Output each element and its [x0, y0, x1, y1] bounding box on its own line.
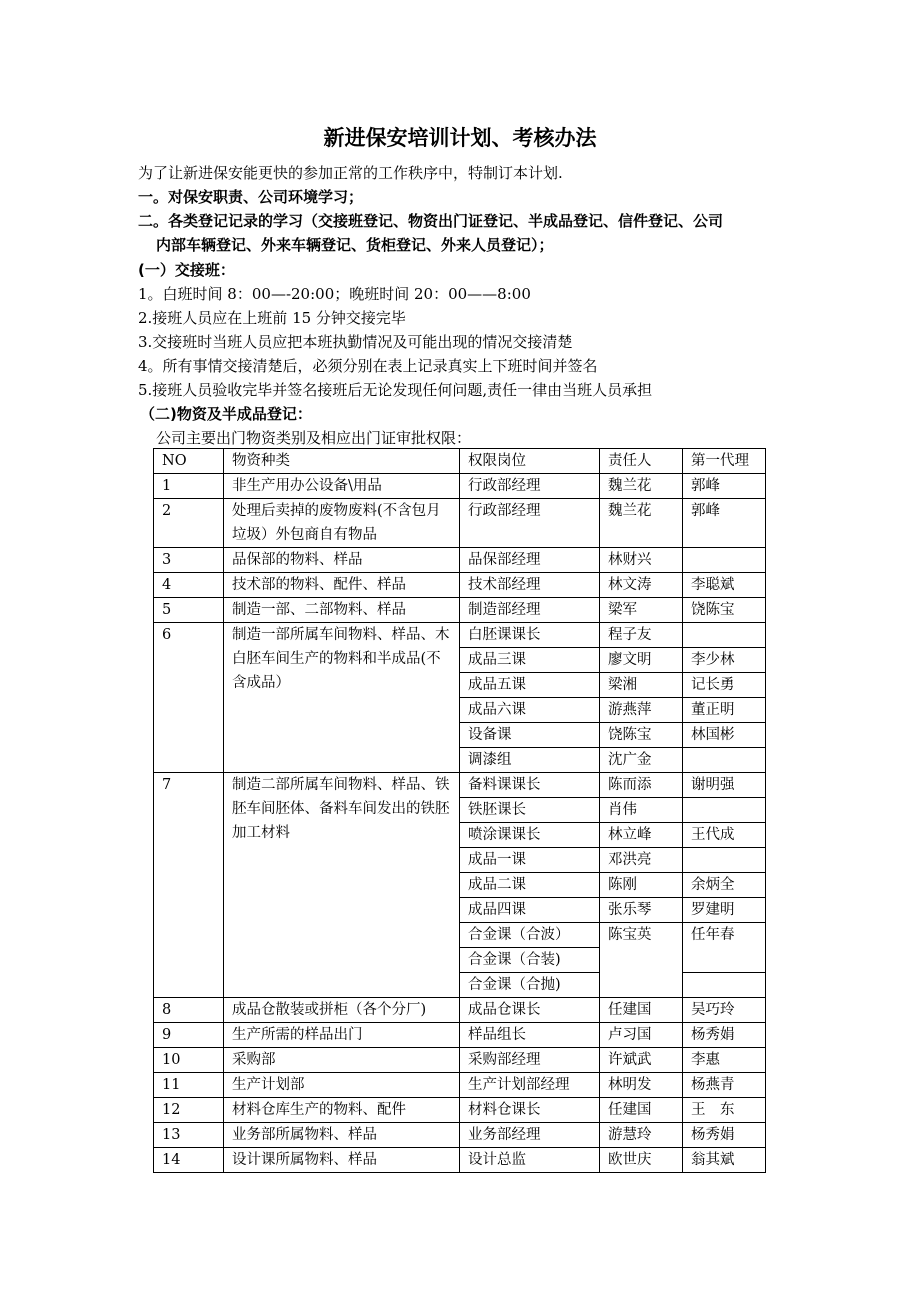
cell-item: 制造二部所属车间物料、样品、铁胚车间胚体、备料车间发出的铁胚加工材料 — [224, 773, 460, 998]
cell-item: 设计课所属物料、样品 — [224, 1148, 460, 1173]
cell-deputy: 罗建明 — [683, 898, 766, 923]
cell-post: 合金课（合波） — [460, 923, 600, 948]
cell-item: 生产所需的样品出门 — [224, 1023, 460, 1048]
cell-no: 14 — [154, 1148, 224, 1173]
cell-post: 成品仓课长 — [460, 998, 600, 1023]
cell-post: 设备课 — [460, 723, 600, 748]
cell-no: 6 — [154, 623, 224, 773]
header-item: 物资种类 — [224, 449, 460, 474]
table-row — [154, 499, 766, 548]
cell-item: 品保部的物料、样品 — [224, 548, 460, 573]
cell-deputy — [683, 623, 766, 648]
cell-deputy: 李聪斌 — [683, 573, 766, 598]
document-title: 新进保安培训计划、考核办法 — [323, 126, 597, 150]
cell-item: 生产计划部 — [224, 1073, 460, 1098]
cell-post: 调漆组 — [460, 748, 600, 773]
sub-2-heading: （二)物资及半成品登记： — [140, 405, 312, 423]
sub-1-item: 1。白班时间 8：00—-20:00；晚班时间 20：00——8:00 — [138, 285, 531, 303]
cell-deputy: 林国彬 — [683, 723, 766, 748]
cell-person: 陈而添 — [600, 773, 683, 798]
cell-post: 样品组长 — [460, 1023, 600, 1048]
cell-no: 8 — [154, 998, 224, 1023]
table-row — [154, 1023, 766, 1048]
cell-deputy: 余炳全 — [683, 873, 766, 898]
cell-post: 行政部经理 — [460, 474, 600, 499]
cell-post: 白胚课课长 — [460, 623, 600, 648]
cell-no: 11 — [154, 1073, 224, 1098]
cell-deputy: 记长勇 — [683, 673, 766, 698]
cell-person: 廖文明 — [600, 648, 683, 673]
cell-person: 游慧玲 — [600, 1123, 683, 1148]
cell-no: 2 — [154, 499, 224, 548]
cell-deputy: 王代成 — [683, 823, 766, 848]
cell-person: 欧世庆 — [600, 1148, 683, 1173]
cell-deputy: 杨燕青 — [683, 1073, 766, 1098]
cell-no: 10 — [154, 1048, 224, 1073]
cell-no: 5 — [154, 598, 224, 623]
cell-post: 成品三课 — [460, 648, 600, 673]
cell-no: 3 — [154, 548, 224, 573]
cell-item: 材料仓库生产的物料、配件 — [224, 1098, 460, 1123]
sub-1-heading: (一）交接班： — [138, 261, 235, 279]
cell-deputy: 郭峰 — [683, 499, 766, 548]
cell-post: 品保部经理 — [460, 548, 600, 573]
cell-person: 任建国 — [600, 998, 683, 1023]
cell-person: 肖伟 — [600, 798, 683, 823]
cell-deputy: 翁其斌 — [683, 1148, 766, 1173]
section-2-heading-cont: 内部车辆登记、外来车辆登记、货柜登记、外来人员登记）； — [156, 236, 554, 254]
cell-item: 非生产用办公设备\用品 — [224, 474, 460, 499]
cell-person: 陈宝英 — [600, 923, 683, 998]
cell-post: 铁胚课长 — [460, 798, 600, 823]
table-row — [154, 1098, 766, 1123]
table-row — [154, 1148, 766, 1173]
cell-person: 饶陈宝 — [600, 723, 683, 748]
header-person: 责任人 — [600, 449, 683, 474]
cell-deputy: 吴巧玲 — [683, 998, 766, 1023]
table-row — [154, 623, 766, 648]
cell-person: 林立峰 — [600, 823, 683, 848]
cell-person: 魏兰花 — [600, 499, 683, 548]
header-no: NO — [154, 449, 224, 474]
cell-person: 林明发 — [600, 1073, 683, 1098]
sub-1-item: 5.接班人员验收完毕并签名接班后无论发现任何问题,责任一律由当班人员承担 — [138, 381, 653, 399]
cell-deputy — [683, 973, 766, 998]
cell-deputy: 任年春 — [683, 923, 766, 973]
table-row — [154, 573, 766, 598]
cell-post: 成品五课 — [460, 673, 600, 698]
cell-no: 13 — [154, 1123, 224, 1148]
cell-deputy: 杨秀娟 — [683, 1123, 766, 1148]
table-row — [154, 998, 766, 1023]
cell-deputy: 杨秀娟 — [683, 1023, 766, 1048]
cell-item: 处理后卖掉的废物废料(不含包月垃圾）外包商自有物品 — [224, 499, 460, 548]
cell-person: 邓洪亮 — [600, 848, 683, 873]
cell-item: 业务部所属物料、样品 — [224, 1123, 460, 1148]
cell-person: 梁湘 — [600, 673, 683, 698]
cell-deputy: 谢明强 — [683, 773, 766, 798]
header-post: 权限岗位 — [460, 449, 600, 474]
cell-post: 技术部经理 — [460, 573, 600, 598]
section-1-heading: 一。对保安职责、公司环境学习； — [138, 188, 364, 206]
cell-deputy: 饶陈宝 — [683, 598, 766, 623]
cell-item: 采购部 — [224, 1048, 460, 1073]
cell-deputy: 董正明 — [683, 698, 766, 723]
cell-person: 林财兴 — [600, 548, 683, 573]
table-row — [154, 548, 766, 573]
cell-no: 4 — [154, 573, 224, 598]
cell-person: 许斌武 — [600, 1048, 683, 1073]
cell-person: 卢习国 — [600, 1023, 683, 1048]
table-row — [154, 773, 766, 798]
cell-post: 备料课课长 — [460, 773, 600, 798]
cell-person: 梁军 — [600, 598, 683, 623]
cell-post: 成品四课 — [460, 898, 600, 923]
cell-item: 制造一部、二部物料、样品 — [224, 598, 460, 623]
cell-deputy: 李少林 — [683, 648, 766, 673]
table-header-row — [154, 449, 766, 474]
cell-post: 喷涂课课长 — [460, 823, 600, 848]
cell-person: 任建国 — [600, 1098, 683, 1123]
cell-post: 设计总监 — [460, 1148, 600, 1173]
cell-post: 成品六课 — [460, 698, 600, 723]
cell-person: 张乐琴 — [600, 898, 683, 923]
sub-1-item: 3.交接班时当班人员应把本班执勤情况及可能出现的情况交接清楚 — [138, 333, 573, 351]
cell-item: 技术部的物料、配件、样品 — [224, 573, 460, 598]
cell-post: 制造部经理 — [460, 598, 600, 623]
cell-post: 合金课（合抛) — [460, 973, 600, 998]
cell-deputy: 郭峰 — [683, 474, 766, 499]
sub-1-item: 2.接班人员应在上班前 15 分钟交接完毕 — [138, 309, 406, 327]
cell-post: 成品二课 — [460, 873, 600, 898]
approval-table — [153, 448, 766, 1173]
cell-person: 林文涛 — [600, 573, 683, 598]
section-2-heading: 二。各类登记记录的学习（交接班登记、物资出门证登记、半成品登记、信件登记、公司 — [138, 212, 724, 230]
cell-item: 制造一部所属车间物料、样品、木白胚车间生产的物料和半成品(不含成品） — [224, 623, 460, 773]
cell-no: 9 — [154, 1023, 224, 1048]
header-deputy: 第一代理 — [683, 449, 766, 474]
cell-deputy — [683, 798, 766, 823]
cell-person: 沈广金 — [600, 748, 683, 773]
table-row — [154, 598, 766, 623]
cell-deputy — [683, 548, 766, 573]
cell-item: 成品仓散装或拼柜（各个分厂) — [224, 998, 460, 1023]
table-caption: 公司主要出门物资类别及相应出门证审批权限： — [156, 429, 472, 447]
cell-deputy: 李惠 — [683, 1048, 766, 1073]
cell-person: 程子友 — [600, 623, 683, 648]
cell-person: 游燕萍 — [600, 698, 683, 723]
cell-person: 陈刚 — [600, 873, 683, 898]
table-row — [154, 1048, 766, 1073]
table-row — [154, 474, 766, 499]
cell-post: 采购部经理 — [460, 1048, 600, 1073]
cell-no: 12 — [154, 1098, 224, 1123]
cell-no: 7 — [154, 773, 224, 998]
cell-post: 材料仓课长 — [460, 1098, 600, 1123]
cell-post: 生产计划部经理 — [460, 1073, 600, 1098]
table-row — [154, 1073, 766, 1098]
intro-text: 为了让新进保安能更快的参加正常的工作秩序中，特制订本计划. — [138, 164, 563, 182]
cell-post: 业务部经理 — [460, 1123, 600, 1148]
cell-deputy — [683, 748, 766, 773]
cell-post: 合金课（合装) — [460, 948, 600, 973]
cell-no: 1 — [154, 474, 224, 499]
cell-deputy — [683, 848, 766, 873]
cell-deputy: 王 东 — [683, 1098, 766, 1123]
cell-person: 魏兰花 — [600, 474, 683, 499]
cell-post: 行政部经理 — [460, 499, 600, 548]
cell-post: 成品一课 — [460, 848, 600, 873]
table-row — [154, 1123, 766, 1148]
sub-1-item: 4。所有事情交接清楚后，必须分别在表上记录真实上下班时间并签名 — [138, 357, 598, 375]
